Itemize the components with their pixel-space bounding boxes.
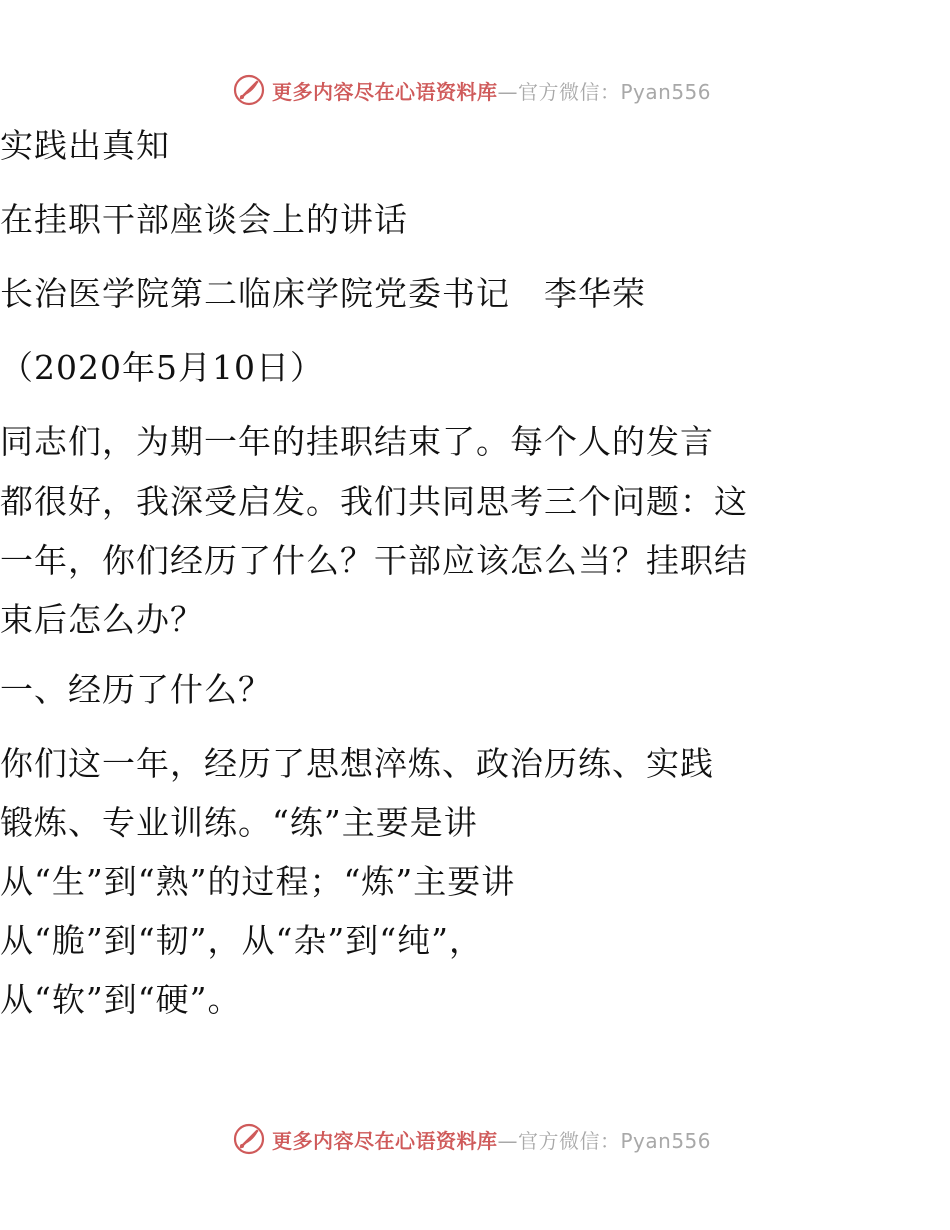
watermark-gray-text: —官方微信：Pyan556 [497,79,712,104]
quill-logo-icon [232,73,266,107]
doc-paragraph-line: 从“软”到“硬”。 [0,980,242,1019]
doc-title: 实践出真知 [0,126,170,165]
doc-date: （2020年5月10日） [0,348,324,387]
doc-paragraph-line: 你们这一年，经历了思想淬炼、政治历练、实践 [0,744,714,783]
doc-subtitle: 在挂职干部座谈会上的讲话 [0,200,408,239]
doc-section-heading: 一、经历了什么？ [0,670,272,709]
footer-watermark [232,1121,711,1157]
header-watermark [232,72,711,108]
watermark-red-text: 更多内容尽在心语资料库 [272,1128,498,1153]
quill-logo-icon [232,1122,266,1156]
doc-paragraph-line: 束后怎么办？ [0,600,204,639]
watermark-red-text: 更多内容尽在心语资料库 [272,79,498,104]
doc-paragraph-line: 一年，你们经历了什么？干部应该怎么当？挂职结 [0,541,748,580]
doc-paragraph-line: 从“生”到“熟”的过程；“炼”主要讲 [0,862,516,901]
doc-paragraph-line: 都很好，我深受启发。我们共同思考三个问题：这 [0,482,748,521]
doc-paragraph-line: 从“脆”到“韧”，从“杂”到“纯”， [0,921,483,960]
doc-paragraph-line: 锻炼、专业训练。“练”主要是讲 [0,803,478,842]
watermark-gray-text: —官方微信：Pyan556 [497,1128,712,1153]
doc-paragraph-line: 同志们，为期一年的挂职结束了。每个人的发言 [0,422,714,461]
doc-author: 长治医学院第二临床学院党委书记 李华荣 [0,274,646,313]
